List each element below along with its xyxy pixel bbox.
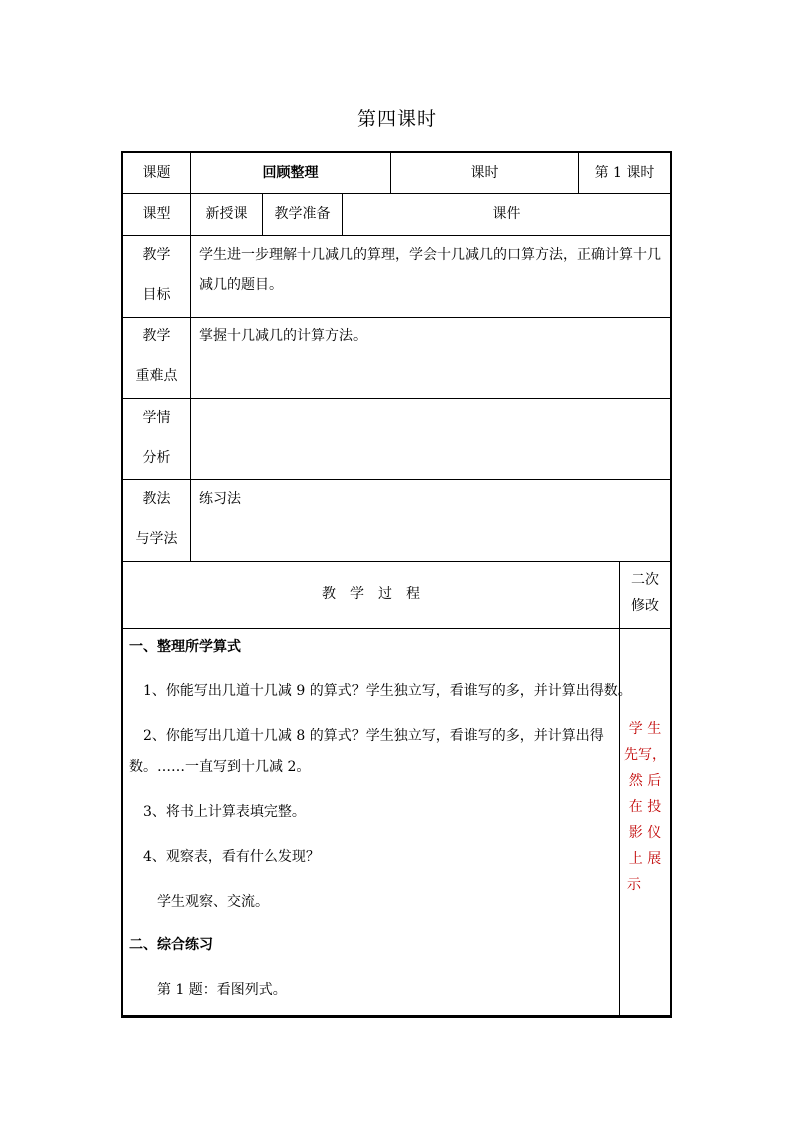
process-item-6: 第 1 题：看图列式。 [157,982,287,998]
goal-label-1: 教学 [142,247,171,263]
row-divider [123,561,670,562]
row-divider [123,398,670,399]
note-line: 示 [627,877,641,893]
row-divider [123,628,670,629]
process-item-3: 3、将书上计算表填完整。 [143,804,306,820]
topic-label: 课题 [142,165,171,181]
row-divider [123,317,670,318]
section-heading-2: 二、综合练习 [129,937,213,953]
row-divider [123,235,670,236]
prep-label: 教学准备 [274,206,331,222]
page-title: 第四课时 [356,108,437,130]
goal-label-2: 目标 [142,287,171,303]
prep-value: 课件 [492,206,521,222]
section-heading-1: 一、整理所学算式 [129,639,241,655]
analysis-label-2: 分析 [142,450,171,466]
lesson-plan-table [121,151,672,1018]
process-item-5: 学生观察、交流。 [157,894,269,910]
process-item-2-line-2: 数。……一直写到十几减 2。 [129,759,311,775]
topic-value: 回顾整理 [262,165,319,181]
note-line: 在 投 [628,799,662,815]
note-line: 影 仪 [628,825,662,841]
note-line: 上 展 [628,851,662,867]
key-label-1: 教学 [142,328,171,344]
goal-text-line-1: 学生进一步理解十几减几的算理，学会十几减几的口算方法，正确计算十几 [199,247,661,263]
goal-text-line-2: 减几的题目。 [199,277,283,293]
key-text: 掌握十几减几的计算方法。 [199,328,367,344]
process-item-2-line-1: 2、你能写出几道十几减 8 的算式？学生独立写，看谁写的多，并计算出得 [143,728,604,744]
note-line: 学 生 [628,721,662,737]
method-label-2: 与学法 [135,531,178,547]
note-line: 然 后 [628,773,662,789]
key-label-2: 重难点 [135,368,178,384]
row-divider [123,479,670,480]
row-divider [123,193,670,194]
note-line: 先写， [624,747,666,763]
type-value: 新授课 [205,206,248,222]
revise-label-1: 二次 [631,572,659,588]
revise-label-2: 修改 [631,598,659,614]
process-item-4: 4、观察表，看有什么发现？ [143,849,320,865]
process-header: 教 学 过 程 [322,586,420,602]
period-value: 第 1 课时 [594,165,655,181]
type-label: 课型 [142,206,171,222]
period-label: 课时 [470,165,499,181]
process-item-1: 1、你能写出几道十几减 9 的算式？学生独立写，看谁写的多，并计算出得数。 [143,683,632,699]
method-text: 练习法 [199,491,241,507]
method-label-1: 教法 [142,491,171,507]
analysis-label-1: 学情 [142,410,171,426]
